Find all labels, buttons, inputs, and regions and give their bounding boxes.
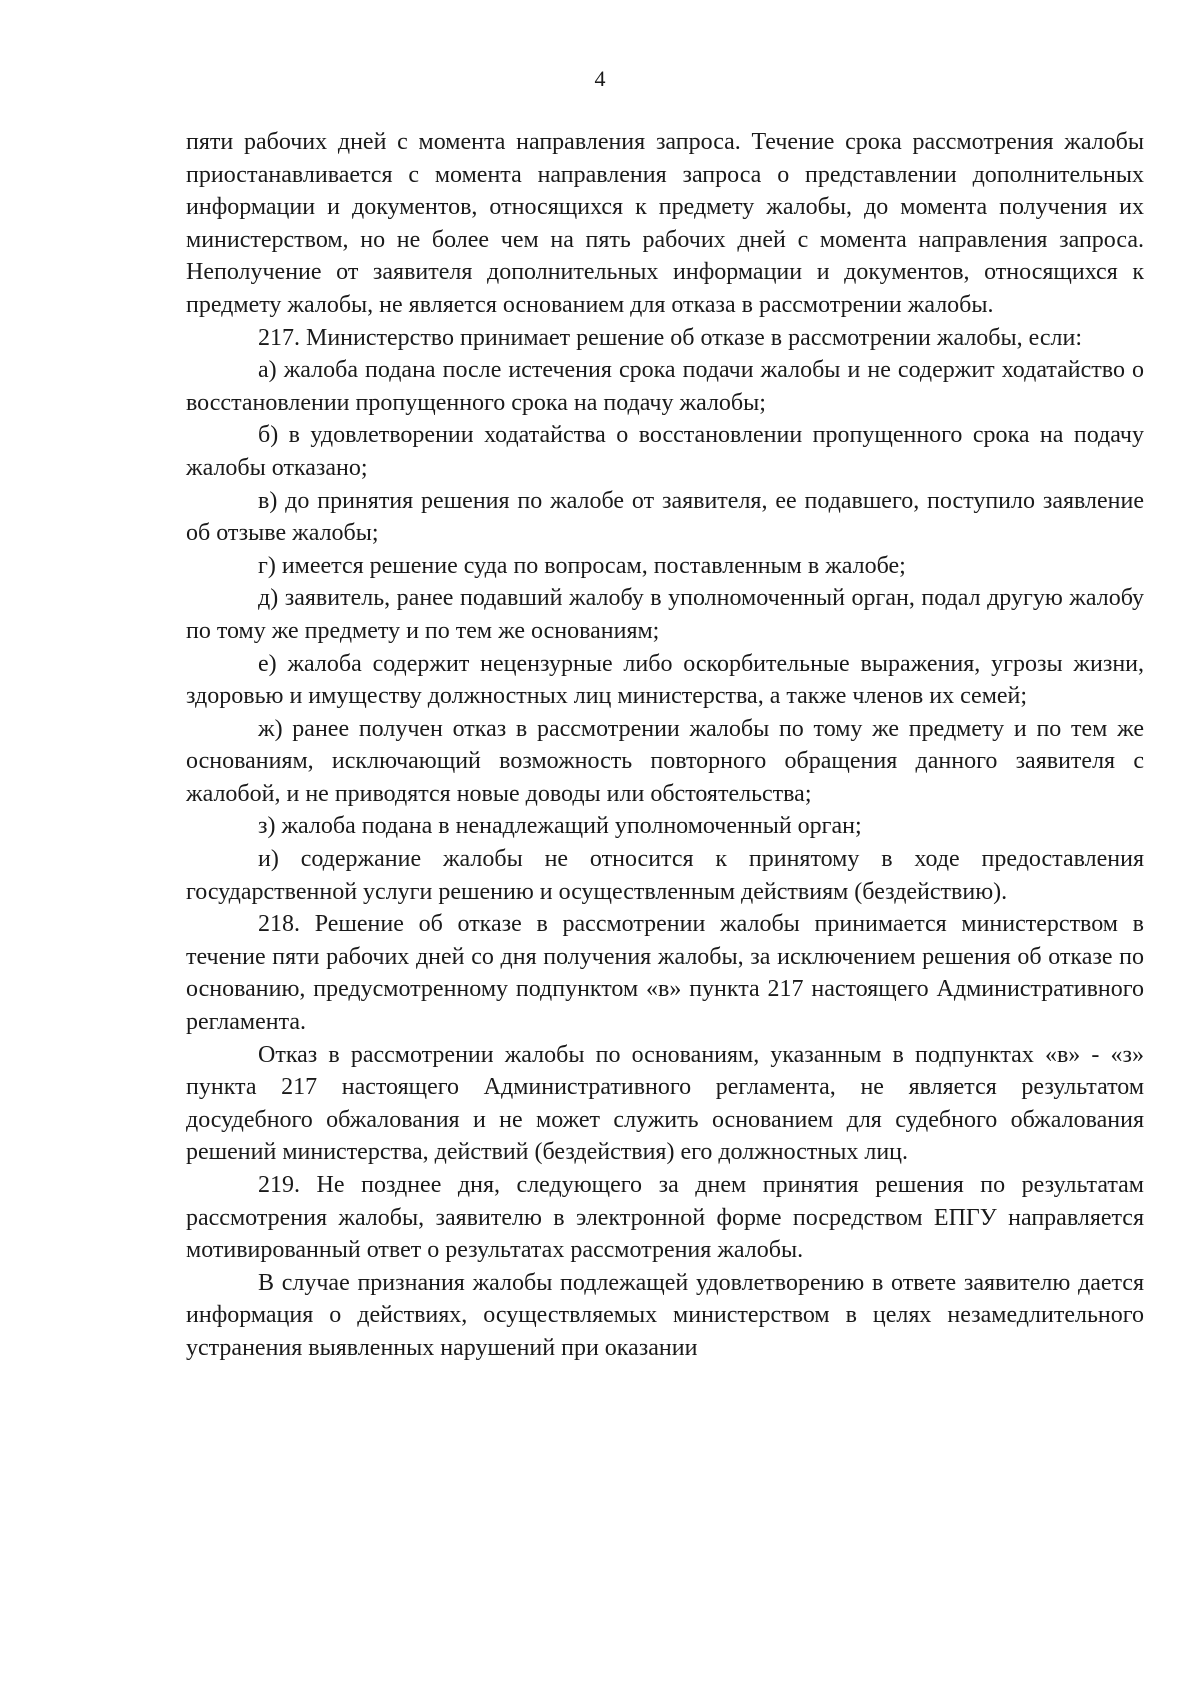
page-number: 4 bbox=[594, 66, 606, 91]
paragraph-217-e: е) жалоба содержит нецензурные либо оскорбительные выражения, угрозы жизни, здоровью и имуществу должностных лиц министерства, а также членов их семей; bbox=[186, 650, 1144, 710]
paragraph-217-zh: ж) ранее получен отказ в рассмотрении жалобы по тому же предмету и по тем же основаниям, исключающий возможность повторного обращения данного заявителя с жалобой, и не приводятся новые доводы или обстоятельства; bbox=[186, 715, 1144, 807]
paragraph-219-satisfaction: В случае признания жалобы подлежащей удовлетворению в ответе заявителю дается информация о действиях, осуществляемых министерством в целях незамедлительного устранения выявленных нарушений при оказании bbox=[186, 1269, 1144, 1361]
document-body bbox=[186, 126, 1144, 1365]
paragraph-217-z: з) жалоба подана в ненадлежащий уполномоченный орган; bbox=[258, 813, 862, 840]
paragraph-217-a: а) жалоба подана после истечения срока подачи жалобы и не содержит ходатайство о восстановлении пропущенного срока на подачу жалобы; bbox=[186, 357, 1144, 416]
paragraph-219: 219. Не позднее дня, следующего за днем принятия решения по результатам рассмотрения жалобы, заявителю в электронной форме посредством ЕПГУ направляется мотивированный ответ о результатах рассмотрения жалобы. bbox=[186, 1172, 1144, 1264]
paragraph-217-b: б) в удовлетворении ходатайства о восстановлении пропущенного срока на подачу жалобы отказано; bbox=[186, 422, 1144, 481]
paragraph-217-v: в) до принятия решения по жалобе от заявителя, ее подавшего, поступило заявление об отзыве жалобы; bbox=[186, 487, 1144, 547]
paragraph-217-d: д) заявитель, ранее подавший жалобу в уполномоченный орган, подал другую жалобу по тому же предмету и по тем же основаниям; bbox=[186, 585, 1144, 644]
paragraph-217-g: г) имеется решение суда по вопросам, поставленным в жалобе; bbox=[258, 552, 906, 579]
paragraph-218: 218. Решение об отказе в рассмотрении жалобы принимается министерством в течение пяти рабочих дней со дня получения жалобы, за исключением решения об отказе по основанию, предусмотренному подпунктом «в» пункта 217 настоящего Административного регламента. bbox=[186, 911, 1144, 1036]
paragraph-continuation: пяти рабочих дней с момента направления запроса. Течение срока рассмотрения жалобы приостанавливается с момента направления запроса о представлении дополнительных информации и документов, относящихся к предмету жалобы, до момента получения их министерством, но не более чем на пять рабочих дней с момента направления запроса. Неполучение от заявителя дополнительных информации и документов, относящихся к предмету жалобы, не является основанием для отказа в рассмотрении жалобы. bbox=[186, 129, 1144, 318]
paragraph-218-refusal: Отказ в рассмотрении жалобы по основаниям, указанным в подпунктах «в» - «з» пункта 217 настоящего Административного регламента, не является результатом досудебного обжалования и не может служить основанием для судебного обжалования решений министерства, действий (бездействия) его должностных лиц. bbox=[186, 1041, 1144, 1166]
paragraph-217: 217. Министерство принимает решение об отказе в рассмотрении жалобы, если: bbox=[258, 324, 1083, 351]
paragraph-217-i: и) содержание жалобы не относится к принятому в ходе предоставления государственной услуги решению и осуществленным действиям (бездействию). bbox=[186, 846, 1144, 905]
